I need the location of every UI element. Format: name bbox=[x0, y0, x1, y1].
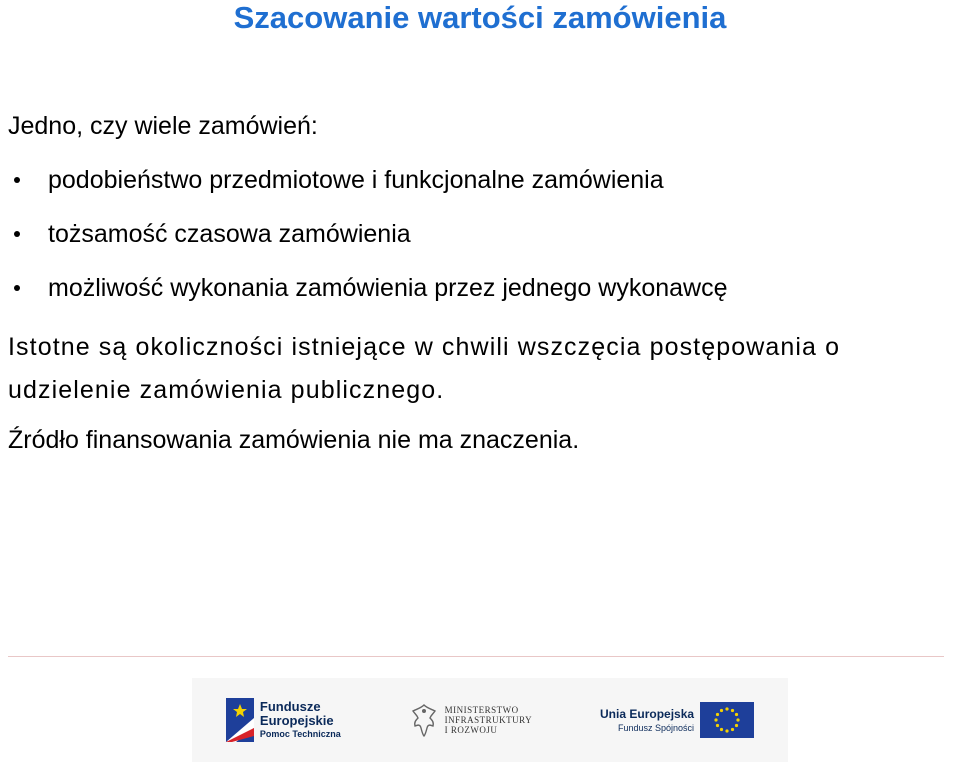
paragraph-line: udzielenie zamówienia publicznego. bbox=[8, 376, 445, 404]
list-item-text: tożsamość czasowa zamówienia bbox=[48, 220, 411, 248]
eu-line: Fundusz Spójności bbox=[618, 722, 695, 733]
eu-flag-icon bbox=[700, 702, 754, 738]
bullet-icon bbox=[14, 231, 20, 237]
fe-line: Europejskie bbox=[259, 713, 334, 728]
ministry-line: MINISTERSTWO bbox=[444, 705, 519, 715]
fundusze-europejskie-icon bbox=[226, 698, 254, 742]
intro-text: Jedno, czy wiele zamówień: bbox=[8, 112, 318, 140]
list-item-text: podobieństwo przedmiotowe i funkcjonalne zamówienia bbox=[48, 166, 664, 194]
list-item bbox=[8, 164, 728, 218]
bullet-icon bbox=[14, 177, 20, 183]
bullet-list bbox=[8, 164, 728, 326]
list-item bbox=[8, 218, 728, 272]
eu-logo bbox=[600, 702, 754, 738]
list-item-text: możliwość wykonania zamówienia przez jednego wykonawcę bbox=[48, 274, 728, 302]
ministry-logo bbox=[409, 702, 533, 738]
ministry-line: INFRASTRUKTURY bbox=[444, 715, 533, 725]
fe-line: Pomoc Techniczna bbox=[259, 729, 341, 739]
page-title: Szacowanie wartości zamówienia bbox=[233, 0, 727, 35]
fe-line: Fundusze bbox=[259, 699, 321, 714]
fundusze-europejskie-logo bbox=[226, 698, 341, 742]
footer-logos bbox=[192, 678, 788, 762]
eagle-emblem-icon bbox=[409, 702, 439, 738]
eu-line: Unia Europejska bbox=[600, 706, 695, 721]
bullet-icon bbox=[14, 285, 20, 291]
paragraph-line: Istotne są okoliczności istniejące w chwili wszczęcia postępowania o bbox=[8, 333, 841, 361]
list-item bbox=[8, 272, 728, 326]
divider bbox=[8, 656, 944, 657]
paragraph-funding: Źródło finansowania zamówienia nie ma znaczenia. bbox=[8, 426, 580, 454]
paragraph-circumstances bbox=[8, 326, 960, 412]
ministry-line: I ROZWOJU bbox=[444, 725, 498, 735]
